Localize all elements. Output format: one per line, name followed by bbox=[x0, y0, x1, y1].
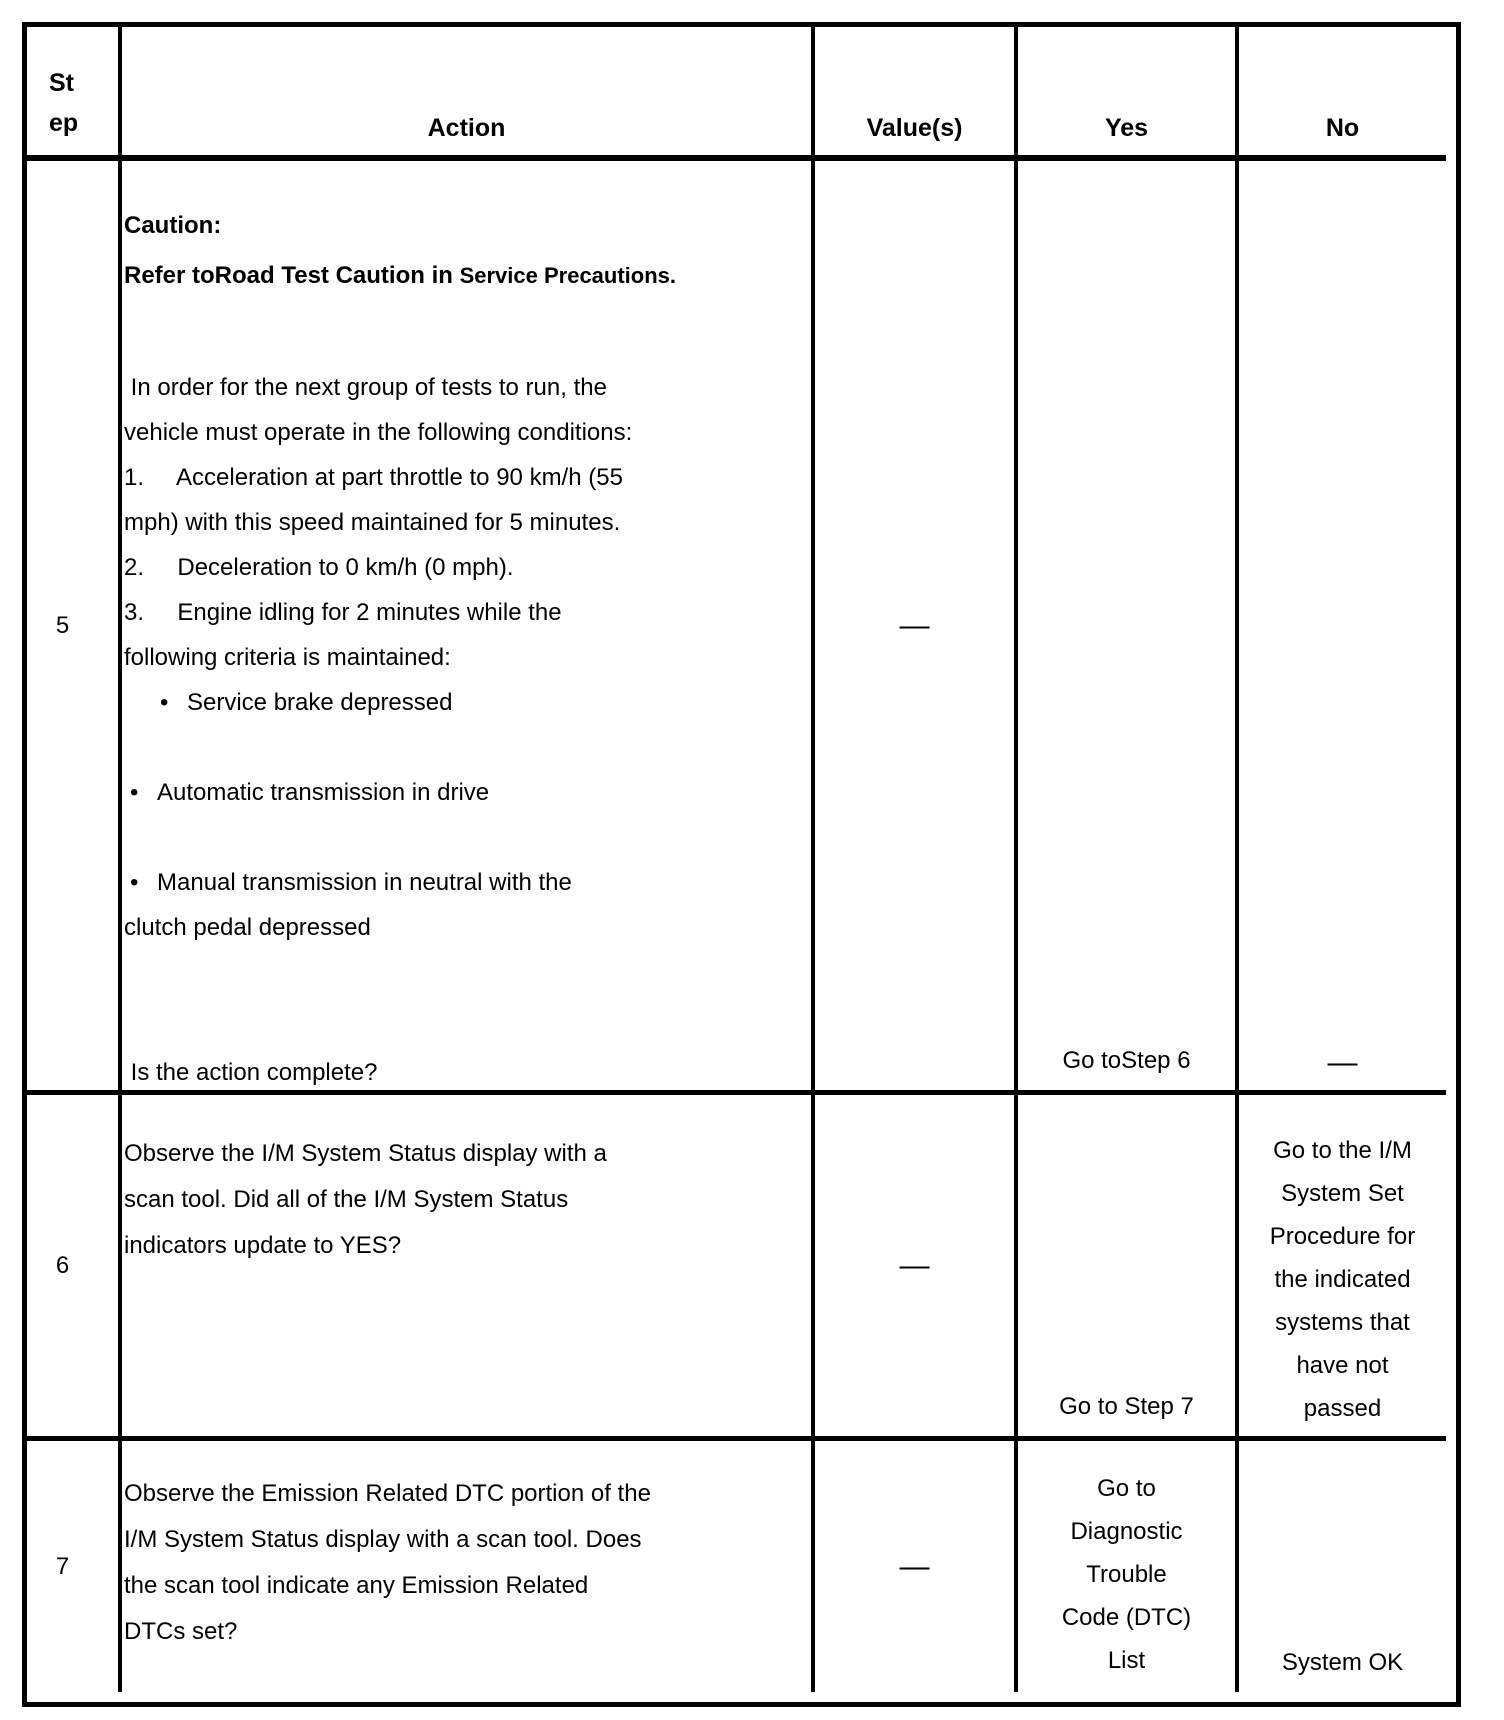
step5-number: 5 bbox=[27, 161, 122, 1095]
header-yes-cell: Yes bbox=[1018, 27, 1239, 161]
step7-no-cell: System OK bbox=[1281, 1649, 1404, 1676]
step5-caution-reference: Refer toRoad Test Caution in Service Precautions. bbox=[124, 262, 677, 289]
step6-action-text: Observe the I/M System Status display with a scan tool. Did all of the I/M System Status indicators update to YES? bbox=[124, 1140, 607, 1259]
bullet-marker: • bbox=[160, 689, 169, 716]
step5-action-cell bbox=[122, 161, 815, 1095]
step7-action-text: Observe the Emission Related DTC portion of the I/M System Status display with a scan tool. Does the scan tool indicate any Emission Related DTCs set? bbox=[124, 1480, 651, 1645]
step6-yes-cell: Go to Step 7 bbox=[1018, 1095, 1239, 1441]
em-dash: — bbox=[899, 1549, 930, 1583]
diagnostic-procedure-table bbox=[22, 22, 1461, 1707]
bullet-marker: • bbox=[130, 869, 139, 896]
step7-values-cell bbox=[815, 1441, 1018, 1692]
step6-number: 6 bbox=[27, 1095, 122, 1441]
bullet-marker: • bbox=[130, 779, 139, 806]
header-step-line2: ep bbox=[49, 109, 79, 137]
step7-number: 7 bbox=[27, 1441, 122, 1692]
step5-yes-cell: Go toStep 6 bbox=[1018, 161, 1239, 1095]
step6-no-text: Go to the I/M System Set Procedure for the indicated systems that have not passed bbox=[1269, 1137, 1416, 1422]
header-no-cell: No bbox=[1239, 27, 1446, 161]
spacer bbox=[124, 301, 805, 365]
em-dash: — bbox=[899, 1248, 930, 1282]
header-step-cell bbox=[27, 27, 122, 161]
step5-caution-title: Caution: bbox=[124, 212, 222, 239]
header-step-line1: St bbox=[49, 69, 74, 97]
em-dash: — bbox=[899, 608, 930, 642]
step6-values-cell bbox=[815, 1095, 1018, 1441]
step6-no-cell bbox=[1239, 1095, 1446, 1441]
step6-action-cell bbox=[122, 1095, 815, 1441]
step5-no-cell bbox=[1239, 161, 1446, 1095]
header-values-cell: Value(s) bbox=[815, 27, 1018, 161]
step7-action-cell bbox=[122, 1441, 815, 1692]
spacer bbox=[124, 950, 805, 1050]
step5-action-text: In order for the next group of tests to run, the vehicle must operate in the following conditions: 1. Acceleration at part throttle to 90 km/h (55 mph) with this speed maintained for 5 minutes. 2. Deceleration to 0 km/h (0 mph). 3. Engine idling for 2 minutes while the following criteria is maintained: • Service brake depressed • Automatic transmission in drive • Manual transmission in neutral with the clutch pedal depressed bbox=[124, 374, 633, 941]
step7-yes-cell bbox=[1018, 1441, 1239, 1692]
header-action-cell: Action bbox=[122, 27, 815, 161]
step5-values-cell bbox=[815, 161, 1018, 1095]
step7-yes-text: Go to Diagnostic Trouble Code (DTC) List bbox=[1061, 1475, 1192, 1674]
em-dash: — bbox=[1327, 1046, 1358, 1079]
step5-question: Is the action complete? bbox=[124, 1059, 378, 1086]
